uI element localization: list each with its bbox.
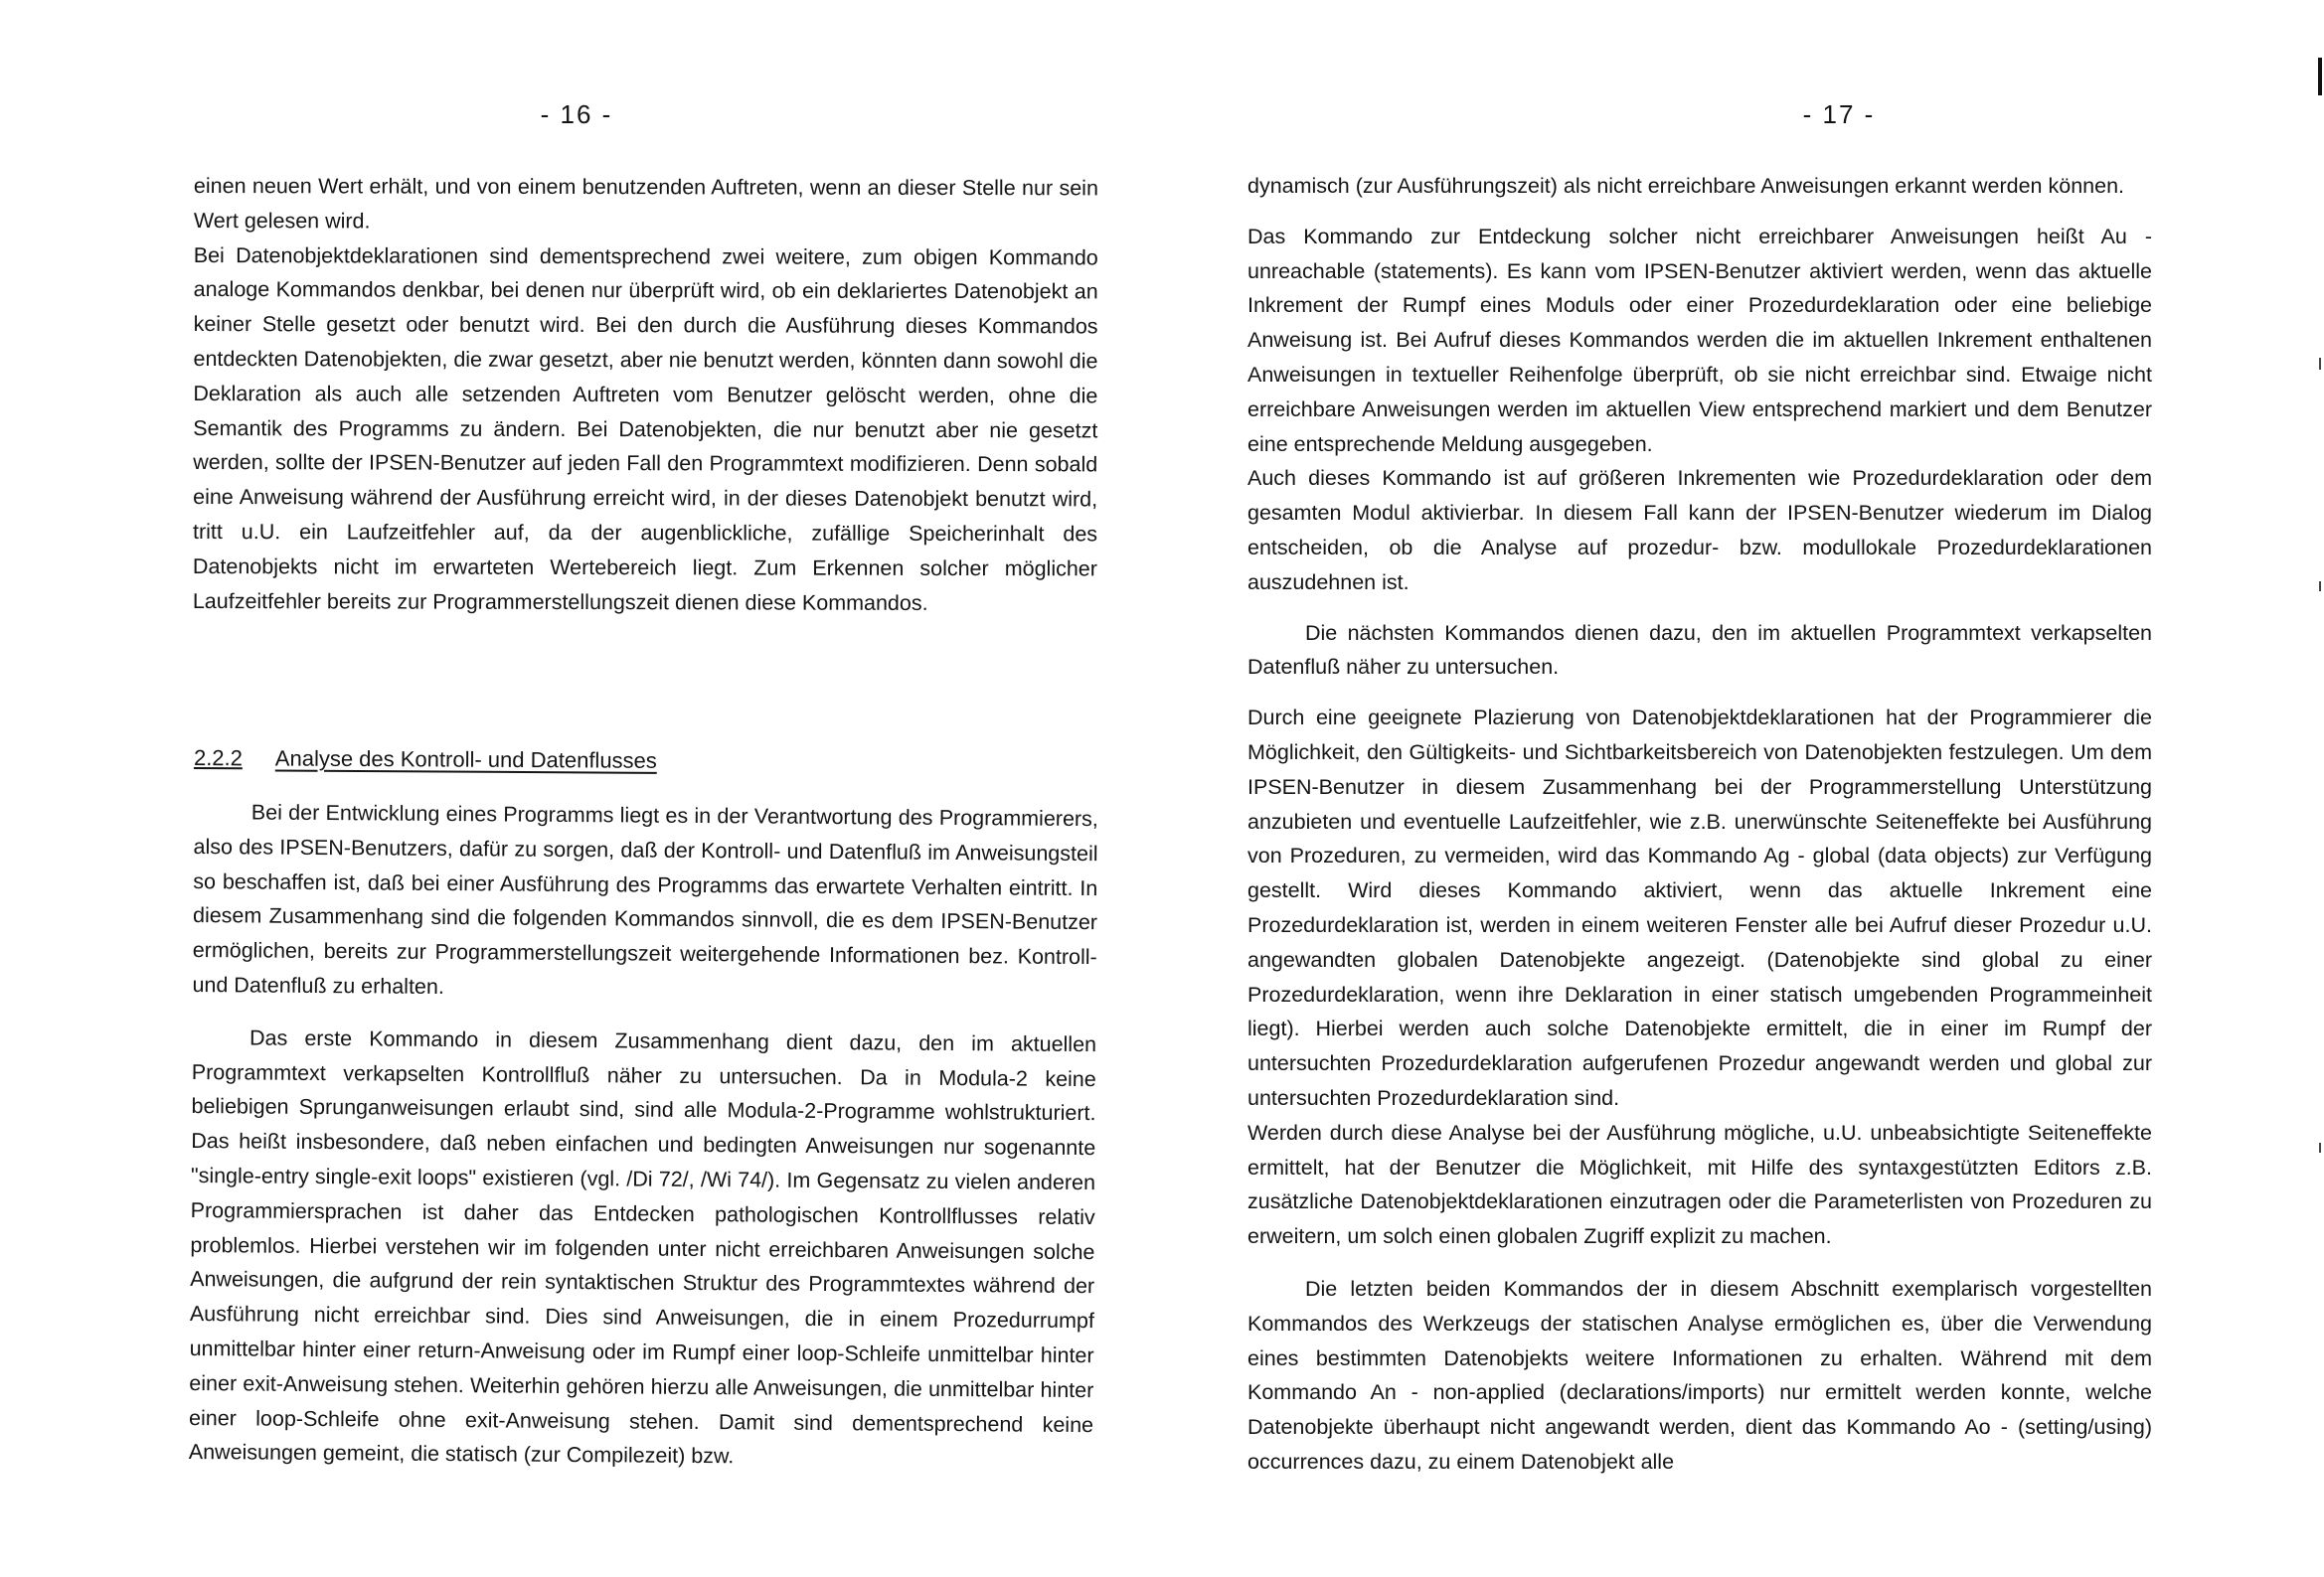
left-page-number: - 16 - [540,99,613,129]
right-paragraph-1: dynamisch (zur Ausführungszeit) als nicht erreichbare Anweisungen erkannt werden können. [1247,174,2124,198]
scan-edge-mark [2318,58,2322,95]
right-paragraph-5: Durch eine geeignete Plazierung von Datenobjektdeklarationen hat der Programmierer die Möglichkeit, den Gültigkeits- und Sichtbarkeitsbereich von Datenobjekten festzulegen. Um dem IPSEN-Benutzer in diesem Zusammenhang bei der Programmerstellung Unterstützung anzubieten und eventuelle Laufzeitfehler, wie z.B. unerwünschte Seiteneffekte bei Ausführung von Prozeduren, zu vermeiden, wird das Kommando Ag - global (data objects) zur Verfügung gestellt. Wird dieses Kommando aktiviert, wenn das aktuelle Inkrement eine Prozedurdeklaration ist, werden in einem weiteren Fenster alle bei Aufruf dieser Prozedur u.U. angewandten globalen Datenobjekte angezeigt. (Datenobjekte sind global zu einer Prozedurdeklaration, wenn ihre Deklaration in einer statisch umgebenden Programmeinheit liegt). Hierbei werden auch solche Datenobjekte ermittelt, die in einer im Rumpf der untersuchten Prozedurdeklaration aufgerufenen Prozedur angewandt werden und global zur untersuchten Prozedurdeklaration sind. [1247,706,2152,1110]
scan-edge [2319,0,2324,1577]
left-page-text-upper [193,169,1098,621]
scan-edge-dot [2319,581,2321,591]
right-paragraph-4: Die nächsten Kommandos dienen dazu, den im aktuellen Programmtext verkapselten Datenfluß näher zu untersuchen. [1247,620,2152,680]
left-page-text-lower [189,795,1098,1477]
left-paragraph-4: Das erste Kommando in diesem Zusammenhang dient dazu, den im aktuellen Programmtext verkapselten Kontrollfluß näher zu untersuchen. Da in Modula-2 keine beliebigen Sprunganweisungen erlaubt sind, sind alle Modula-2-Programme wohlstrukturiert. Das heißt insbesondere, daß neben einfachen und bedingten Anweisungen nur sogenannte "single-entry single-exit loops" existieren (vgl. /Di 72/, /Wi 74/). Im Gegensatz zu vielen anderen Programmiersprachen ist daher das Entdecken pathologischen Kontrollflusses relativ problemlos. Hierbei verstehen wir im folgenden unter nicht erreichbaren Anweisungen solche Anweisungen, die aufgrund der rein syntaktischen Struktur des Programmtextes während der Ausführung nicht erreichbar sind. Dies sind Anweisungen, die in einem Prozedurrumpf unmittelbar hinter einer return-Anweisung oder im Rumpf einer loop-Schleife unmittelbar hinter einer exit-Anweisung stehen. Weiterhin gehören hierzu alle Anweisungen, die unmittelbar hinter einer loop-Schleife ohne exit-Anweisung stehen. Damit sind dementsprechend keine Anweisungen gemeint, die statisch (zur Compilezeit) bzw. [188,1025,1097,1469]
section-heading [194,741,810,779]
left-paragraph-2: Bei Datenobjektdeklarationen sind dementsprechend zwei weitere, zum obigen Kommando analoge Kommandos denkbar, bei denen nur überprüft wird, ob ein deklariertes Datenobjekt an keiner Stelle gesetzt oder benutzt wird. Bei den durch die Ausführung dieses Kommandos entdeckten Datenobjekten, die zwar gesetzt, aber nie benutzt werden, könnten dann sowohl die Deklaration als auch alle setzenden Auftreten vom Benutzer gelöscht werden, ohne die Semantik des Programms zu ändern. Bei Datenobjekten, die nur benutzt aber nie gesetzt werden, sollte der IPSEN-Benutzer auf jeden Fall den Programmtext modifizieren. Denn sobald eine Anweisung während der Ausführung erreicht wird, in der dieses Datenobjekt benutzt wird, tritt u.U. ein Laufzeitfehler auf, da der augenblickliche, zufällige Speicherinhalt des Datenobjekts nicht im erwarteten Wertebereich liegt. Zum Erkennen solcher möglicher Laufzeitfehler bereits zur Programmerstellungszeit dienen diese Kommandos. [192,242,1098,615]
right-paragraph-7: Die letzten beiden Kommandos der in diesem Abschnitt exemplarisch vorgestellten Kommandos des Werkzeugs der statischen Analyse ermöglichen es, über die Verwendung eines bestimmten Datenobjekts weitere Informationen zu erhalten. Während mit dem Kommando An - non-applied (declarations/imports) nur ermittelt werden konnte, welche Datenobjekte überhaupt nicht angewandt werden, dient das Kommando Ao - (setting/using) occurrences dazu, zu einem Datenobjekt alle [1247,1276,2152,1474]
section-number: 2.2.2 [193,745,244,771]
right-page-number: - 17 - [1802,99,1876,129]
section-title: Analyse des Kontroll- und Datenflusses [274,745,657,773]
left-paragraph-3: Bei der Entwicklung eines Programms liegt es in der Verantwortung des Programmierers, also des IPSEN-Benutzers, dafür zu sorgen, daß der Kontroll- und Datenfluß im Anweisungsteil so beschaffen ist, daß bei einer Ausführung des Programms das erwartete Verhalten eintritt. In diesem Zusammenhang sind die folgenden Kommandos sinnvoll, die es dem IPSEN-Benutzer ermöglichen, bereits zur Programmerstellungszeit weitergehende Informationen bez. Kontroll- und Datenfluß zu erhalten. [192,800,1098,999]
right-paragraph-6: Werden durch diese Analyse bei der Ausführung mögliche, u.U. unbeabsichtigte Seiteneffekte ermittelt, hat der Benutzer die Möglichkeit, mit Hilfe des syntaxgestützten Editors z.B. zusätzliche Datenobjektdeklarationen einzutragen oder die Parameterlisten von Prozeduren zu erweitern, um solch einen globalen Zugriff explizit zu machen. [1247,1120,2152,1249]
scan-edge-dot [2319,1143,2321,1153]
right-paragraph-3: Auch dieses Kommando ist auf größeren Inkrementen wie Prozedurdeklaration oder dem gesamten Modul aktivierbar. In diesem Fall kann der IPSEN-Benutzer wiederum im Dialog entscheiden, ob die Analyse auf prozedur- bzw. modullokale Prozedurdeklarationen auszudehnen ist. [1247,466,2152,594]
scan-edge-dot [2319,358,2321,370]
right-page-text [1247,169,2152,1480]
right-paragraph-2: Das Kommando zur Entdeckung solcher nicht erreichbarer Anweisungen heißt Au - unreachable (statements). Es kann vom IPSEN-Benutzer aktiviert werden, wenn das aktuelle Inkrement der Rumpf eines Moduls oder einer Prozedurdeklaration oder eine beliebige Anweisung ist. Bei Aufruf dieses Kommandos werden die im aktuellen Inkrement enthaltenen Anweisungen in textueller Reihenfolge überprüft, ob sie nicht erreichbar sind. Etwaige nicht erreichbare Anweisungen werden im aktuellen View entsprechend markiert und dem Benutzer eine entsprechende Meldung ausgegeben. [1247,224,2152,456]
left-paragraph-1: einen neuen Wert erhält, und von einem benutzenden Auftreten, wenn an dieser Stelle nur sein Wert gelesen wird. [193,173,1098,234]
